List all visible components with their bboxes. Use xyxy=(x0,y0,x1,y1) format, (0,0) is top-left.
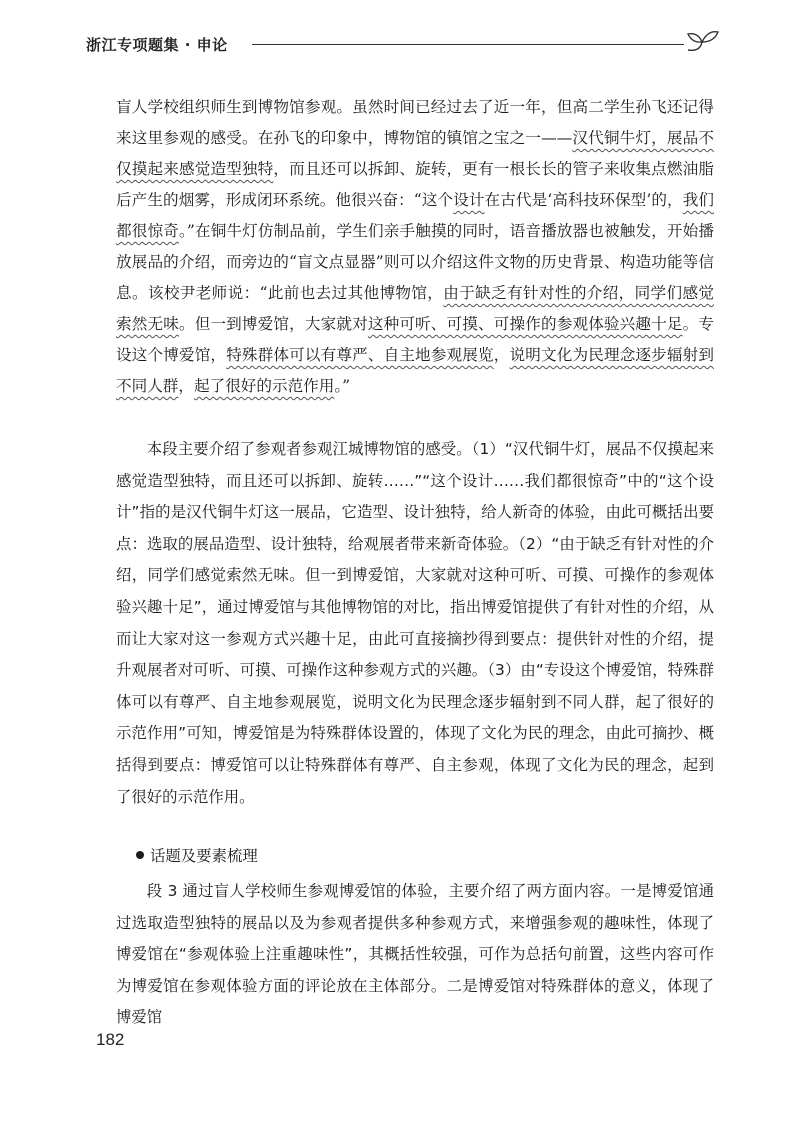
quote-text-segment: ， xyxy=(178,377,194,395)
quote-text-segment: 。”在铜牛灯仿制品前，学生们亲手触摸的同时，语音播放器也被触发，开始播放展品的介绍，而旁边的“盲文点显器”则可以介绍这件文物的历史背景、构造功能等信息。该校尹老师说：“此前也去过其他博物馆， xyxy=(116,222,714,302)
sprout-icon xyxy=(682,28,720,56)
bullet-icon xyxy=(136,851,144,859)
section-heading xyxy=(136,844,258,866)
quote-text-segment: 。但一到博爱馆，大家就对 xyxy=(178,315,368,333)
underlined-phrase: 起了很好的示范作用 xyxy=(194,377,335,395)
underlined-phrase: 特殊群体可以有尊严、自主地参观展览 xyxy=(226,346,494,364)
header-rule xyxy=(252,44,684,45)
quote-text-segment: 在古代是‘高科技环保型’的， xyxy=(484,191,683,209)
quote-text-segment: ，而且还可以拆卸、旋转，更有一根长长的管子来收集点燃油脂后产生的烟雾，形成闭环系统。他很兴奋：“这个 xyxy=(116,160,714,209)
underlined-phrase: 由于缺乏有针对性的介绍，同学们感觉索然无味 xyxy=(116,284,714,333)
topic-block xyxy=(116,876,714,1034)
analysis-block xyxy=(116,434,714,813)
underlined-phrase: 设计 xyxy=(453,191,485,209)
underlined-phrase: 汉代铜牛灯，展品不仅摸起来感觉造型独特 xyxy=(116,129,714,178)
section-heading-text: 话题及要素梳理 xyxy=(150,847,258,865)
underlined-phrase: 我们都很惊奇 xyxy=(116,191,714,240)
quote-text-segment: 。专设这个博爱馆， xyxy=(116,315,714,364)
quote-text-segment: 盲人学校组织师生到博物馆参观。虽然时间已经过去了近一年，但高二学生孙飞还记得来这里参观的感受。在孙飞的印象中，博物馆的镇馆之宝之一—— xyxy=(116,98,714,147)
quote-text-segment: 。” xyxy=(334,377,351,395)
running-header xyxy=(86,28,726,68)
quoted-passage xyxy=(116,92,714,402)
quoted-passage-text xyxy=(116,92,714,402)
analysis-paragraph: 本段主要介绍了参观者参观江城博物馆的感受。（1）“汉代铜牛灯，展品不仅摸起来感觉造型独特，而且还可以拆卸、旋转……”“这个设计……我们都很惊奇”中的“这个设计”指的是汉代铜牛灯这一展品，它造型、设计独特，给人新奇的体验，由此可概括出要点：选取的展品造型、设计独特，给观展者带来新奇体验。（2）“由于缺乏有针对性的介绍，同学们感觉索然无味。但一到博爱馆，大家就对这种可听、可摸、可操作的参观体验兴趣十足”，通过博爱馆与其他博物馆的对比，指出博爱馆提供了有针对性的介绍，从而让大家对这一参观方式兴趣十足，由此可直接摘抄得到要点：提供针对性的介绍，提升观展者对可听、可摸、可操作这种参观方式的兴趣。（3）由“专设这个博爱馆，特殊群体可以有尊严、自主地参观展览，说明文化为民理念逐步辐射到不同人群，起了很好的示范作用”可知，博爱馆是为特殊群体设置的，体现了文化为民的理念，由此可摘抄、概括得到要点：博爱馆可以让特殊群体有尊严、自主参观，体现了文化为民的理念，起到了很好的示范作用。 xyxy=(116,440,714,806)
topic-paragraph: 段 3 通过盲人学校师生参观博爱馆的体验，主要介绍了两方面内容。一是博爱馆通过选取造型独特的展品以及为参观者提供多种参观方式，来增强参观的趣味性，体现了博爱馆在“参观体验上注重趣味性”，其概括性较强，可作为总括句前置，这些内容可作为博爱馆在参观体验方面的评论放在主体部分。二是博爱馆对特殊群体的意义，体现了博爱馆 xyxy=(116,882,714,1027)
page-number: 182 xyxy=(96,1030,125,1049)
underlined-phrase: 说明文化为民理念逐步辐射到不同人群 xyxy=(116,346,714,395)
underlined-phrase: 这种可听、可摸、可操作的参观体验兴趣十足 xyxy=(367,315,683,333)
header-title: 浙江专项题集 · 申论 xyxy=(86,36,228,54)
quote-text-segment: ， xyxy=(493,346,510,364)
